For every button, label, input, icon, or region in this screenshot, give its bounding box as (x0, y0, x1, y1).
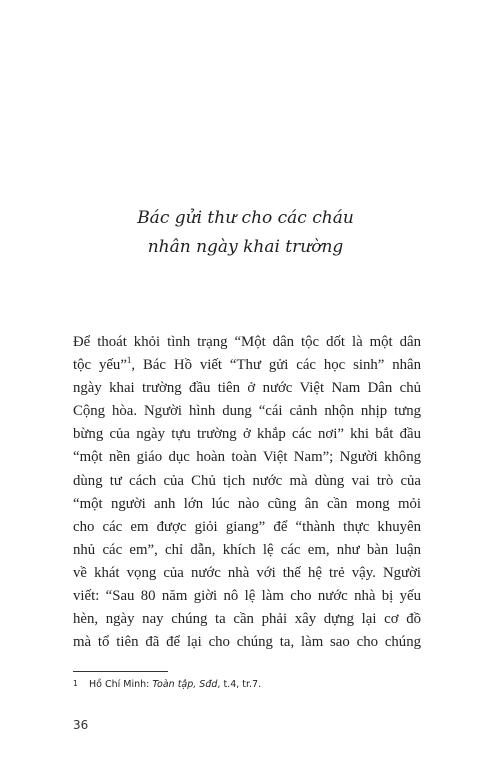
body-line: viết: “Sau 80 năm giời nô lệ làm cho nước nhà bị yếu (73, 588, 421, 605)
footnote-number: 1 (73, 679, 78, 688)
body-line: hèn, ngày nay chúng ta cần phải xây dựng lại cơ đồ (73, 611, 421, 628)
body-line: nhủ các em”, chỉ dẫn, khích lệ các em, như bàn luận (73, 541, 421, 558)
chapter-title-line-2: nhân ngày khai trường (147, 237, 344, 257)
footnote-divider (73, 671, 168, 672)
chapter-title-line-1: Bác gửi thư cho các cháu (137, 208, 354, 228)
footnote-work-title: Toàn tập, Sđd (152, 679, 218, 690)
body-line: “một người anh lớn lúc nào cũng ân cần mong mỏi (73, 495, 421, 512)
footnote-reference: 1 (126, 355, 132, 366)
chapter-title (0, 204, 491, 262)
footnote (73, 679, 261, 690)
body-line: Cộng hòa. Người hình dung “cái cảnh nhộn nhịp tưng (73, 403, 421, 420)
body-line-end: , Bác Hồ viết “Thư gửi các học sinh” nhân (131, 357, 421, 374)
footnote-author: Hồ Chí Minh: (89, 679, 153, 690)
body-line: “một nền giáo dục hoàn toàn Việt Nam”; Người không (73, 449, 421, 466)
body-line: ngày khai trường đầu tiên ở nước Việt Nam Dân chủ (73, 380, 421, 397)
body-paragraph (73, 331, 421, 654)
page-number: 36 (73, 718, 89, 732)
body-line: cho các em được giỏi giang” để “thành thực khuyên (73, 518, 421, 535)
body-line: Để thoát khỏi tình trạng “Một dân tộc dốt là một dân (73, 334, 421, 350)
body-line (73, 354, 421, 377)
body-line: mà tổ tiên đã để lại cho chúng ta, làm sao cho chúng (73, 634, 421, 651)
footnote-citation: , t.4, tr.7. (217, 679, 262, 690)
body-line: bừng của ngày tựu trường ở khắp các nơi” khi bắt đầu (73, 426, 421, 443)
body-line: về khát vọng của nước nhà với thế hệ trẻ vậy. Người (73, 564, 421, 581)
body-line-start: tộc yếu” (73, 357, 127, 374)
body-line: dùng tư cách của Chủ tịch nước mà dùng vai trò của (73, 472, 421, 489)
